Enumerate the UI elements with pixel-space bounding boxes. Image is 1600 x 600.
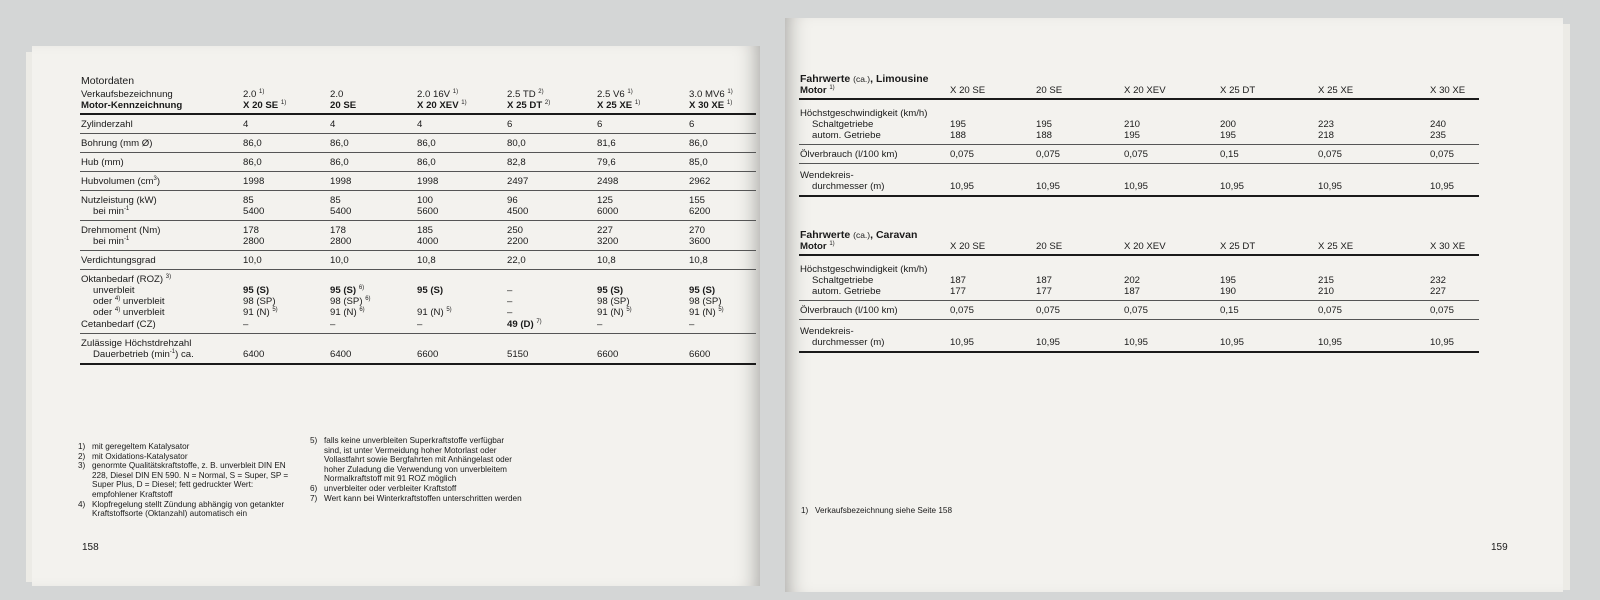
row-hubvolumen: Hubvolumen $(cm^3)$ 1998 1998 1998 2497 2498 2962 — [80, 172, 756, 191]
header-col-1: 2.0 $^{1)}$ X 20 SE $^{1)}$ — [240, 89, 327, 114]
footnote-7: 7) Wert kann bei Winterkraftstoffen unterschritten werden — [310, 493, 522, 503]
row-verdichtungsgrad: Verdichtungsgrad 10,0 10,0 10,8 22,0 10,8 10,8 — [80, 251, 756, 270]
motordaten-table — [80, 76, 756, 365]
motordaten-title: Motordaten — [81, 75, 135, 87]
limousine-row-oelverbrauch: Ölverbrauch (l/100 km) 0,075 0,075 0,075 0,15 0,075 0,075 — [799, 145, 1479, 164]
row-zylinderzahl: Zylinderzahl 4 4 4 6 6 6 — [80, 114, 756, 134]
header-col-3: 2.0 16V $^{1)}$ X 20 XEV $^{1)}$ — [414, 89, 504, 114]
footnote-4: 4) Klopfregelung stellt Zündung abhängig von getankter Kraftstoffsorte (Oktanzahl) automatisch ein — [78, 499, 285, 519]
verkaufsbezeichnung-label: Verkaufsbezeichnung — [81, 89, 173, 100]
limousine-title: Fahrwerte (ca.), Limousine — [800, 73, 929, 85]
page-number-left: 158 — [82, 542, 99, 553]
caravan-header-row: Fahrwerte (ca.), Caravan Motor $^{1)}$ X 20 SE 20 SE X 20 XEV X 25 DT X 25 XE X 30 XE — [799, 230, 1479, 255]
caravan-title: Fahrwerte (ca.), Caravan — [800, 229, 918, 241]
row-bohrung: Bohrung (mm Ø) 86,0 86,0 86,0 80,0 81,6 86,0 — [80, 134, 756, 153]
caravan-row-hoechstgeschwindigkeit: Höchstgeschwindigkeit (km/h) Schaltgetriebe autom. Getriebe 187 177 187 177 202 187 195 190 215 210 232 227 — [799, 255, 1479, 301]
limousine-header-row: Fahrwerte (ca.), Limousine Motor $^{1)}$ X 20 SE 20 SE X 20 XEV X 25 DT X 25 XE X 30 XE — [799, 74, 1479, 99]
footnote-3: 3) genormte Qualitätskraftstoffe, z. B. unverbleit DIN EN 228, Diesel DIN EN 590. N = Normal, S = Super, SP = Super Plus, D = Diesel; fett gedruckter Wert: empfohlener Kraftstoff — [78, 461, 289, 499]
page-number-right: 159 — [1491, 542, 1508, 553]
header-col-6: 3.0 MV6 $^{1)}$ X 30 XE $^{1)}$ — [686, 89, 756, 114]
fahrwerte-limousine-table — [799, 74, 1479, 197]
caravan-row-oelverbrauch: Ölverbrauch (l/100 km) 0,075 0,075 0,075 0,15 0,075 0,075 — [799, 301, 1479, 320]
header-col-2: 2.0 20 SE — [327, 89, 414, 114]
limousine-row-hoechstgeschwindigkeit: Höchstgeschwindigkeit (km/h) Schaltgetriebe autom. Getriebe 195 188 195 188 210 195 200 195 223 218 240 235 — [799, 99, 1479, 145]
header-col-4: 2.5 TD $^{2)}$ X 25 DT $^{2)}$ — [504, 89, 594, 114]
row-hub: Hub (mm) 86,0 86,0 86,0 82,8 79,6 85,0 — [80, 153, 756, 172]
row-cetanbedarf: Cetanbedarf (CZ) – – – 49 (D) $^{7)}$ – – — [80, 319, 756, 334]
footnote-6: 6) unverbleiter oder verbleiter Kraftstoff — [310, 483, 457, 493]
row-hoechstdrehzahl: Zulässige Höchstdrehzahl Dauerbetrieb $(\min^{-1})$ ca. 6400 6400 6600 5150 6600 6600 — [80, 334, 756, 365]
limousine-row-wendekreis: Wendekreis- durchmesser (m) 10,95 10,95 10,95 10,95 10,95 10,95 — [799, 164, 1479, 197]
row-oktanbedarf: Oktanbedarf (ROZ) $^{3)}$ unverbleit oder $^{4)}$ unverbleit oder $^{4)}$ unverbleit 95 (S) 98 (SP) 91 (N) $^{5)}$ 95 (S) $^{6)}$ 98 (SP) $^{6)}$ 91 (N) $^{6)}$ 95 (S) 91 (N) $^{5)}$ – – – 95 (S) 98 (SP) 91 (N) $^{5)}$ 95 (S) 98 (SP) 91 (N) $^{5)}$ — [81, 273, 724, 318]
row-drehmoment: Drehmoment (Nm) bei $\min^{-1}$ 178 2800 178 2800 185 4000 250 2200 227 3200 270 3600 — [80, 221, 756, 251]
footnotes-right-column — [310, 436, 522, 503]
footnote-1: 1) mit geregeltem Katalysator — [78, 442, 190, 451]
footnote-right-page: 1) Verkaufsbezeichnung siehe Seite 158 — [801, 506, 953, 515]
motor-kennzeichnung-label: Motor-Kennzeichnung — [81, 100, 183, 111]
footnote-5: 5) falls keine unverbleiten Superkraftstoffe verfügbar sind, ist unter Vermeidung hoher Motorlast oder Vollastfahrt sowie Bergfahrten mit Anhängelast oder hoher Zuladung die Verwendung von unverbleitem Normalkraftstoff mit 91 ROZ möglich — [310, 436, 512, 484]
row-nutzleistung: Nutzleistung (kW) bei $\min^{-1}$ 85 5400 85 5400 100 5600 96 4500 125 6000 155 6200 — [80, 191, 756, 221]
footnotes-left-column — [78, 442, 290, 519]
header-row — [80, 89, 756, 114]
footnote-2: 2) mit Oxidations-Katalysator — [78, 451, 188, 461]
caravan-row-wendekreis: Wendekreis- durchmesser (m) 10,95 10,95 10,95 10,95 10,95 10,95 — [799, 320, 1479, 353]
right-page — [785, 18, 1563, 592]
header-col-5: 2.5 V6 $^{1)}$ X 25 XE $^{1)}$ — [594, 89, 686, 114]
left-page — [32, 46, 760, 586]
fahrwerte-caravan-table — [799, 230, 1479, 353]
